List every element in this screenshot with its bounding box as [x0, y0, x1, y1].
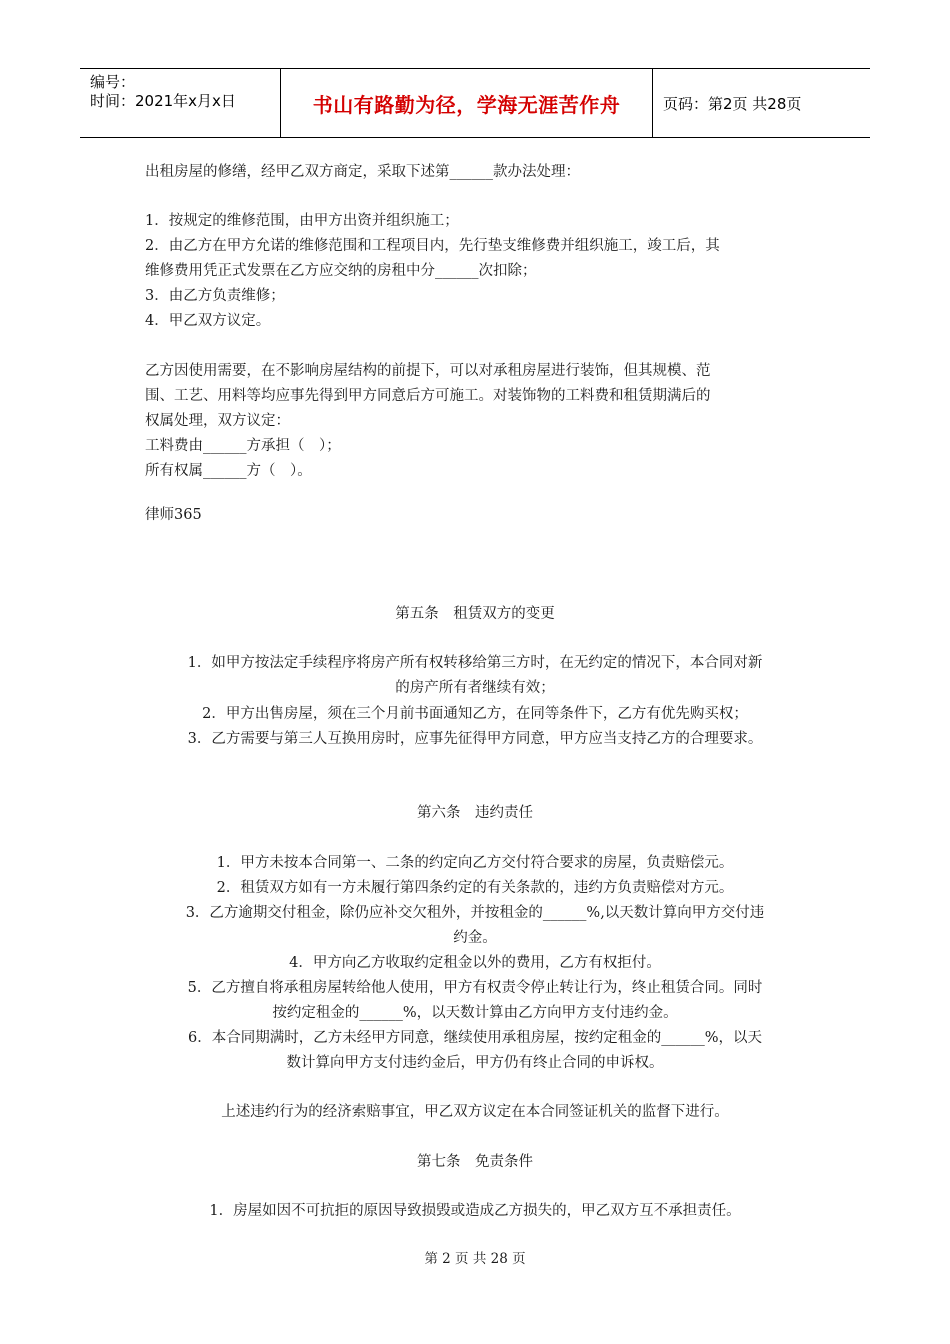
article-6-title: 第六条 违约责任: [417, 805, 533, 821]
decoration-line-3: 权属处理，双方议定：: [145, 413, 290, 429]
article-6-line-1: 1．甲方未按本合同第一、二条的约定向乙方交付符合要求的房屋，负责赔偿元。: [216, 855, 734, 871]
article-6-line-5: 4．甲方向乙方收取约定租金以外的费用，乙方有权拒付。: [289, 955, 661, 971]
page-header: [80, 68, 870, 138]
repair-item-1: 1．按规定的维修范围，由甲方出资并组织施工；: [145, 213, 459, 229]
source-note: 律师365: [145, 507, 202, 523]
repair-item-2-cont: 维修费用凭正式发票在乙方应交纳的房租中分______次扣除；: [145, 263, 537, 279]
article-5-line-4: 3．乙方需要与第三人互换用房时，应事先征得甲方同意，甲方应当支持乙方的合理要求。: [187, 731, 763, 747]
repair-item-4: 4．甲乙双方议定。: [145, 313, 271, 329]
page-footer: 第 2 页 共 28 页: [424, 1251, 526, 1267]
article-6-line-7: 按约定租金的______%，以天数计算由乙方向甲方支付违约金。: [272, 1005, 678, 1021]
decoration-line-5: 所有权属______方（ ）。: [145, 463, 312, 479]
article-7-line-1: 1．房屋如因不可抗拒的原因导致损毁或造成乙方损失的，甲乙双方互不承担责任。: [209, 1203, 741, 1219]
repair-item-2: 2．由乙方在甲方允诺的维修范围和工程项目内，先行垫支维修费并组织施工，竣工后，其: [145, 238, 720, 254]
decoration-line-1: 乙方因使用需要，在不影响房屋结构的前提下，可以对承租房屋进行装饰，但其规模、范: [145, 363, 711, 379]
header-motto: 书山有路勤为径，学海无涯苦作舟: [281, 69, 653, 137]
header-page-label: 页码：第2页 共28页: [663, 94, 802, 113]
article-6-line-6: 5．乙方擅自将承租房屋转给他人使用，甲方有权责令停止转让行为，终止租赁合同。同时: [187, 980, 763, 996]
article-6-line-8: 6．本合同期满时，乙方未经甲方同意，继续使用承租房屋，按约定租金的______%，以天: [188, 1030, 762, 1046]
article-5-line-1: 1．如甲方按法定手续程序将房产所有权转移给第三方时，在无约定的情况下，本合同对新: [187, 655, 763, 671]
article-6-line-9: 数计算向甲方支付违约金后，甲方仍有终止合同的申诉权。: [286, 1055, 664, 1071]
repair-intro: 出租房屋的修缮，经甲乙双方商定，采取下述第______款办法处理：: [145, 164, 580, 180]
article-6-line-3: 3．乙方逾期交付租金，除仍应补交欠租外，并按租金的______%,以天数计算向甲方交付违: [185, 905, 765, 921]
header-meta: [80, 69, 281, 137]
decoration-line-4: 工料费由______方承担（ ）；: [145, 438, 341, 454]
article-5-line-2: 的房产所有者继续有效；: [395, 680, 555, 696]
document-time-label: 时间：2021年x月x日: [90, 92, 236, 110]
repair-item-3: 3．由乙方负责维修；: [145, 288, 285, 304]
article-5-line-3: 2．甲方出售房屋，须在三个月前书面通知乙方，在同等条件下，乙方有优先购买权；: [202, 706, 748, 722]
article-7-title: 第七条 免责条件: [417, 1154, 533, 1170]
article-6-line-2: 2．租赁双方如有一方未履行第四条约定的有关条款的，违约方负责赔偿对方元。: [216, 880, 734, 896]
document-number-label: 编号：: [90, 73, 136, 91]
article-6-line-4: 约金。: [453, 930, 497, 946]
article-5-title: 第五条 租赁双方的变更: [395, 606, 555, 622]
decoration-line-2: 围、工艺、用料等均应事先得到甲方同意后方可施工。对装饰物的工料费和租赁期满后的: [145, 388, 711, 404]
article-6-supervision: 上述违约行为的经济索赔事宜，甲乙双方议定在本合同签证机关的监督下进行。: [221, 1104, 729, 1120]
